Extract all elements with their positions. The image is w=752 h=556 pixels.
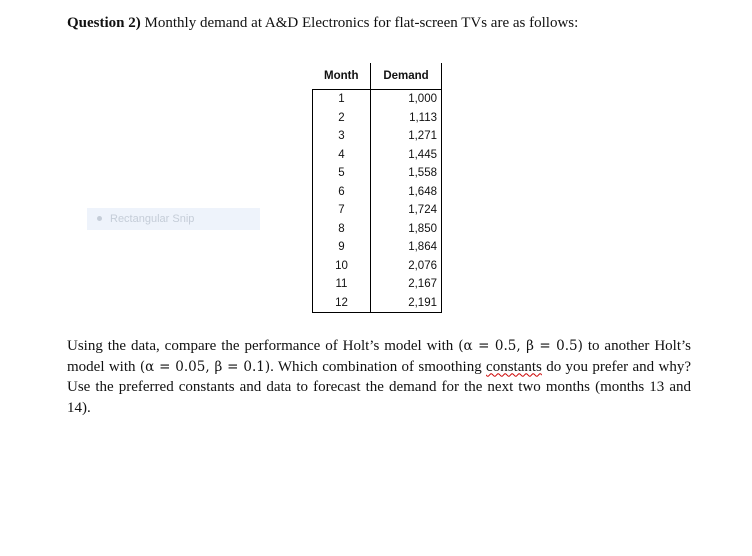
table-row bbox=[313, 183, 442, 202]
month-cell: 10 bbox=[313, 257, 371, 276]
month-cell: 8 bbox=[313, 220, 371, 239]
demand-cell: 1,724 bbox=[371, 201, 442, 220]
table-header-row bbox=[313, 63, 442, 90]
demand-cell: 1,850 bbox=[371, 220, 442, 239]
month-cell: 7 bbox=[313, 201, 371, 220]
demand-column-header: Demand bbox=[371, 63, 442, 90]
month-cell: 4 bbox=[313, 146, 371, 165]
month-cell: 3 bbox=[313, 127, 371, 146]
demand-table-body bbox=[313, 90, 442, 313]
table-row bbox=[313, 275, 442, 294]
demand-cell: 1,000 bbox=[371, 90, 442, 109]
rectangular-snip-overlay bbox=[87, 208, 260, 230]
table-row bbox=[313, 90, 442, 109]
question-paragraph bbox=[67, 336, 691, 418]
table-row bbox=[313, 257, 442, 276]
question-text: Monthly demand at A&D Electronics for flat-screen TVs are as follows: bbox=[140, 15, 579, 31]
demand-cell: 1,113 bbox=[371, 109, 442, 128]
demand-cell: 1,558 bbox=[371, 164, 442, 183]
table-row bbox=[313, 294, 442, 313]
snip-dot-icon bbox=[97, 216, 102, 221]
spellcheck-flagged-word[interactable]: constants bbox=[486, 358, 542, 375]
demand-table bbox=[312, 63, 442, 313]
table-row bbox=[313, 238, 442, 257]
paragraph-text-2: to another Holt’s model with bbox=[67, 338, 692, 375]
demand-cell: 2,167 bbox=[371, 275, 442, 294]
question-heading bbox=[67, 15, 578, 32]
model-1-constants: (α = 0.5, β = 0.5) bbox=[458, 338, 583, 354]
month-cell: 1 bbox=[313, 90, 371, 109]
month-cell: 12 bbox=[313, 294, 371, 313]
month-cell: 9 bbox=[313, 238, 371, 257]
snip-label: Rectangular Snip bbox=[110, 213, 195, 225]
demand-cell: 1,864 bbox=[371, 238, 442, 257]
table-row bbox=[313, 146, 442, 165]
month-column-header: Month bbox=[313, 63, 371, 90]
table-row bbox=[313, 164, 442, 183]
month-cell: 11 bbox=[313, 275, 371, 294]
question-label: Question 2) bbox=[67, 15, 141, 31]
table-row bbox=[313, 201, 442, 220]
paragraph-text-3: . Which combination of smoothing bbox=[270, 358, 487, 375]
month-cell: 2 bbox=[313, 109, 371, 128]
table-row bbox=[313, 127, 442, 146]
month-cell: 5 bbox=[313, 164, 371, 183]
paragraph-text-1: Using the data, compare the performance of Holt’s model with bbox=[67, 338, 459, 354]
month-cell: 6 bbox=[313, 183, 371, 202]
demand-cell: 2,191 bbox=[371, 294, 442, 313]
demand-cell: 1,271 bbox=[371, 127, 442, 146]
demand-cell: 2,076 bbox=[371, 257, 442, 276]
demand-cell: 1,648 bbox=[371, 183, 442, 202]
paragraph-text-4: do you prefer and why? Use the preferred constants and data to forecast the demand for the next two months (months 13 and 14). bbox=[67, 358, 691, 416]
table-row bbox=[313, 220, 442, 239]
table-row bbox=[313, 109, 442, 128]
demand-table-container bbox=[312, 63, 442, 313]
model-2-constants: (α = 0.05, β = 0.1) bbox=[139, 358, 271, 375]
demand-cell: 1,445 bbox=[371, 146, 442, 165]
